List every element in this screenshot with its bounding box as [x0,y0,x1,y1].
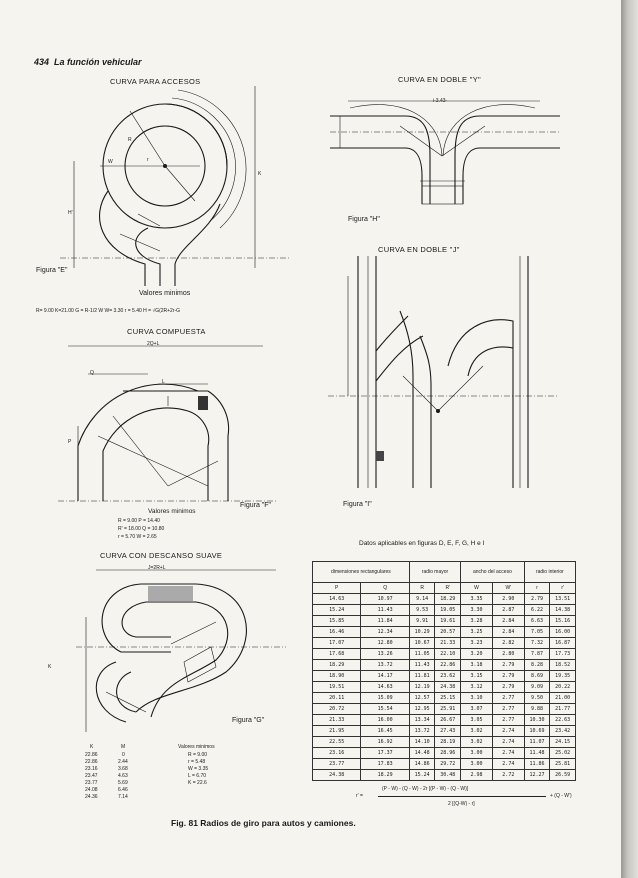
title-curva-descanso: CURVA CON DESCANSO SUAVE [100,551,223,560]
table-cell: 17.83 [361,759,409,770]
label-w: W [108,159,113,165]
table-row [313,638,576,649]
table-cell: 2.79 [492,660,524,671]
g-min-row: L = 6.70 [188,773,207,779]
g-k-value: 22.86 [85,759,98,765]
table-cell: 8.69 [524,671,550,682]
th-w-prime: W' [492,583,524,594]
table-row [313,627,576,638]
table-cell: 3.02 [461,737,493,748]
th-p: P [313,583,361,594]
table-cell: 10.69 [524,726,550,737]
table-cell: 10.30 [524,715,550,726]
dim-j2rl: J=2R+L [148,565,166,571]
figure-e-label: Figura "E" [36,267,68,274]
table-cell: 13.51 [550,594,576,605]
label-p: P [68,439,72,445]
g-min-row: R = 9.00 [188,752,208,758]
table-cell: 2.77 [492,704,524,715]
table-cell: 9.91 [409,616,435,627]
table-cell: 3.15 [461,671,493,682]
label-i-343: i-3.43- [433,98,448,104]
table-cell: 16.92 [361,737,409,748]
table-row [313,616,576,627]
table-cell: 8.28 [524,660,550,671]
table-cell: 3.00 [461,759,493,770]
table-cell: 2.79 [492,682,524,693]
table-cell: 21.00 [550,693,576,704]
page-number: 434 [34,57,50,67]
table-group-header-row [313,562,576,583]
table-cell: 7.32 [524,638,550,649]
table-cell: 7.87 [524,649,550,660]
g-min-row: W = 3.35 [188,766,209,772]
g-k-header: K [90,744,94,750]
title-curva-doble-j: CURVA EN DOBLE "J" [378,245,460,254]
table-cell: 11.86 [524,759,550,770]
table-cell: 6.63 [524,616,550,627]
g-m-header: M [121,744,126,750]
table-cell: 12.27 [524,770,550,781]
figure-caption: Fig. 81 Radios de giro para autos y camiones. [171,818,356,828]
table-row [313,726,576,737]
table-cell: 19.35 [550,671,576,682]
table-cell: 12.95 [409,704,435,715]
valores-minimos-heading: Valores minimos [139,290,191,297]
th-r-small: r [524,583,550,594]
g-m-value: 5.69 [118,780,128,786]
table-cell: 3.18 [461,660,493,671]
table-cell: 12.19 [409,682,435,693]
table-cell: 2.77 [492,693,524,704]
table-cell: 25.81 [550,759,576,770]
table-cell: 25.02 [550,748,576,759]
figure-f-drawing [58,336,278,511]
running-title: La función vehicular [54,57,142,67]
table-cell: 21.95 [313,726,361,737]
g-k-value: 24.08 [85,787,98,793]
table-row [313,682,576,693]
table-cell: 12.57 [409,693,435,704]
table-cell: 9.88 [524,704,550,715]
page-edge-shadow [621,0,638,878]
title-curva-accesos: CURVA PARA ACCESOS [110,77,201,86]
g-min-row: K = 22.6 [188,780,207,786]
g-m-value: 0 [122,752,125,758]
table-cell: 15.54 [361,704,409,715]
table-cell: 3.20 [461,649,493,660]
table-row [313,737,576,748]
g-m-value: 3.68 [118,766,128,772]
formula-line-e: R= 9.00 K=21.00 G = R-1/2 W W= 3.30 r = 5.40 H = √G(2R+2r-G [36,308,181,314]
table-cell: 11.05 [409,649,435,660]
table-cell: 13.72 [409,726,435,737]
table-cell: 2.87 [492,605,524,616]
table-cell: 17.73 [550,649,576,660]
table-cell: 13.26 [361,649,409,660]
table-cell: 3.12 [461,682,493,693]
table-cell: 18.29 [435,594,461,605]
th-radio-interior: radio interior [524,562,575,583]
table-cell: 15.16 [550,616,576,627]
th-q: Q [361,583,409,594]
table-cell: 17.37 [361,748,409,759]
table-cell: 11.07 [524,737,550,748]
table-cell: 23.77 [313,759,361,770]
figure-i-drawing [328,256,558,488]
table-cell: 9.53 [409,605,435,616]
table-cell: 2.98 [461,770,493,781]
table-cell: 18.29 [313,660,361,671]
table-cell: 13.34 [409,715,435,726]
g-k-value: 23.77 [85,780,98,786]
g-m-value: 7.14 [118,794,128,800]
table-cell: 11.43 [409,660,435,671]
g-m-value: 6.46 [118,787,128,793]
table-cell: 26.67 [435,715,461,726]
table-cell: 2.74 [492,759,524,770]
table-cell: 12.80 [361,638,409,649]
table-cell: 22.86 [435,660,461,671]
table-cell: 12.34 [361,627,409,638]
table-cell: 10.29 [409,627,435,638]
table-cell: 6.22 [524,605,550,616]
figure-h-label: Figura "H" [348,216,380,223]
g-k-value: 23.16 [85,766,98,772]
table-cell: 14.86 [409,759,435,770]
table-body [313,594,576,781]
th-r-prime: R' [435,583,461,594]
label-k-g: K [48,664,52,670]
g-k-value: 23.47 [85,773,98,779]
g-m-value: 4.63 [118,773,128,779]
table-cell: 19.51 [313,682,361,693]
table-cell: 2.79 [524,594,550,605]
title-curva-doble-y: CURVA EN DOBLE "Y" [398,75,481,84]
th-r: R [409,583,435,594]
table-cell: 26.59 [550,770,576,781]
g-k-value: 22.86 [85,752,98,758]
table-cell: 2.74 [492,748,524,759]
label-R: R [128,137,132,143]
table-cell: 10.67 [409,638,435,649]
table-cell: 3.10 [461,693,493,704]
table-cell: 23.62 [435,671,461,682]
table-cell: 14.38 [550,605,576,616]
formula-rhs: + (Q - W') [550,793,572,799]
table-cell: 2.72 [492,770,524,781]
table-row [313,759,576,770]
table-cell: 20.22 [550,682,576,693]
table-title: Datos aplicables en figuras D, E, F, G, H e I [359,540,485,547]
table-cell: 19.05 [435,605,461,616]
table-cell: 11.43 [361,605,409,616]
dim-q: Q [90,370,94,376]
table-cell: 28.96 [435,748,461,759]
table-cell: 3.23 [461,638,493,649]
table-cell: 29.72 [435,759,461,770]
table-cell: 11.48 [524,748,550,759]
table-cell: 16.00 [550,627,576,638]
table-cell: 7.05 [524,627,550,638]
table-cell: 2.74 [492,737,524,748]
figure-i-label: Figura "I" [343,501,372,508]
table-cell: 14.48 [409,748,435,759]
table-cell: 3.07 [461,704,493,715]
formula-numerator: (P - W) - (Q - W) - 2r [(P - W) - (Q - W)] [382,786,469,792]
th-radio-mayor: radio mayor [409,562,460,583]
g-min-heading: Valores minimos [178,744,215,750]
table-row [313,704,576,715]
label-r: r [147,157,149,163]
table-cell: 9.14 [409,594,435,605]
table-cell: 24.15 [550,737,576,748]
values-f-row: r = 5.70 W = 2.65 [118,534,157,540]
running-header [34,58,142,67]
table-cell: 15.09 [361,693,409,704]
table-cell: 18.29 [361,770,409,781]
figure-f-label: Figura "F" [240,502,272,509]
table-cell: 20.72 [313,704,361,715]
table-cell: 3.28 [461,616,493,627]
table-cell: 30.48 [435,770,461,781]
table-row [313,649,576,660]
th-ancho-acceso: ancho del acceso [461,562,525,583]
g-k-value: 24.36 [85,794,98,800]
formula-denominator: 2 [(Q-W) - r] [448,801,475,807]
table-cell: 3.30 [461,605,493,616]
table-cell: 21.33 [313,715,361,726]
table-cell: 27.43 [435,726,461,737]
dim-2q4l: 2Q+L [147,341,160,347]
table-cell: 2.74 [492,726,524,737]
table-cell: 11.81 [409,671,435,682]
table-cell: 20.11 [313,693,361,704]
th-dimensiones: dimensiones rectangulares [313,562,410,583]
table-cell: 24.38 [435,682,461,693]
g-m-value: 2.44 [118,759,128,765]
table-cell: 16.45 [361,726,409,737]
th-r-small-prime: r' [550,583,576,594]
table-row [313,748,576,759]
table-row [313,660,576,671]
table-cell: 3.00 [461,748,493,759]
table-cell: 23.16 [313,748,361,759]
values-f-row: R = 9.00 P = 14.40 [118,518,160,524]
table-cell: 14.63 [361,682,409,693]
label-H: H' [68,210,73,216]
table-cell: 15.24 [313,605,361,616]
figure-g-drawing [76,562,286,732]
table-cell: 2.84 [492,616,524,627]
table-cell: 16.46 [313,627,361,638]
table-cell: 18.90 [313,671,361,682]
table-cell: 14.10 [409,737,435,748]
table-cell: 18.52 [550,660,576,671]
table-cell: 2.77 [492,715,524,726]
th-w: W [461,583,493,594]
table-cell: 3.35 [461,594,493,605]
table-cell: 23.42 [550,726,576,737]
table-cell: 14.17 [361,671,409,682]
table-cell: 16.87 [550,638,576,649]
table-cell: 20.57 [435,627,461,638]
table-row [313,715,576,726]
table-cell: 3.25 [461,627,493,638]
table-row [313,605,576,616]
table-cell: 2.90 [492,594,524,605]
table-cell: 24.38 [313,770,361,781]
table-cell: 25.15 [435,693,461,704]
table-cell: 14.63 [313,594,361,605]
table-cell: 22.55 [313,737,361,748]
values-f-row: R' = 18.00 Q = 10.80 [118,526,165,532]
data-table [312,561,576,781]
table-cell: 10.97 [361,594,409,605]
formula-lhs: r' = [356,793,363,799]
table-row [313,671,576,682]
figure-e-drawing [60,86,290,286]
title-curva-compuesta: CURVA COMPUESTA [127,327,206,336]
table-row [313,594,576,605]
table-cell: 22.63 [550,715,576,726]
values-f-heading: Valores minimos [148,508,196,515]
table-cell: 2.79 [492,671,524,682]
table-cell: 13.72 [361,660,409,671]
figure-g-label: Figura "G" [232,717,265,724]
table-cell: 17.07 [313,638,361,649]
table-cell: 3.02 [461,726,493,737]
table-cell: 2.80 [492,649,524,660]
table-cell: 11.84 [361,616,409,627]
table-cell: 22.10 [435,649,461,660]
table-row [313,693,576,704]
table-sub-header-row [313,583,576,594]
table-row [313,770,576,781]
table-cell: 9.09 [524,682,550,693]
table-cell: 21.33 [435,638,461,649]
table-cell: 15.85 [313,616,361,627]
table-cell: 19.61 [435,616,461,627]
table-cell: 3.05 [461,715,493,726]
dim-l: L [162,379,165,385]
table-cell: 15.24 [409,770,435,781]
label-K: K [258,171,262,177]
table-cell: 21.77 [550,704,576,715]
table-cell: 25.91 [435,704,461,715]
figure-h-drawing [330,86,560,211]
formula-fraction-bar [378,796,546,797]
g-min-row: r = 5.48 [188,759,206,765]
table-cell: 28.19 [435,737,461,748]
table-cell: 2.82 [492,638,524,649]
table-cell: 9.50 [524,693,550,704]
table-cell: 16.00 [361,715,409,726]
table-cell: 2.84 [492,627,524,638]
table-cell: 17.68 [313,649,361,660]
